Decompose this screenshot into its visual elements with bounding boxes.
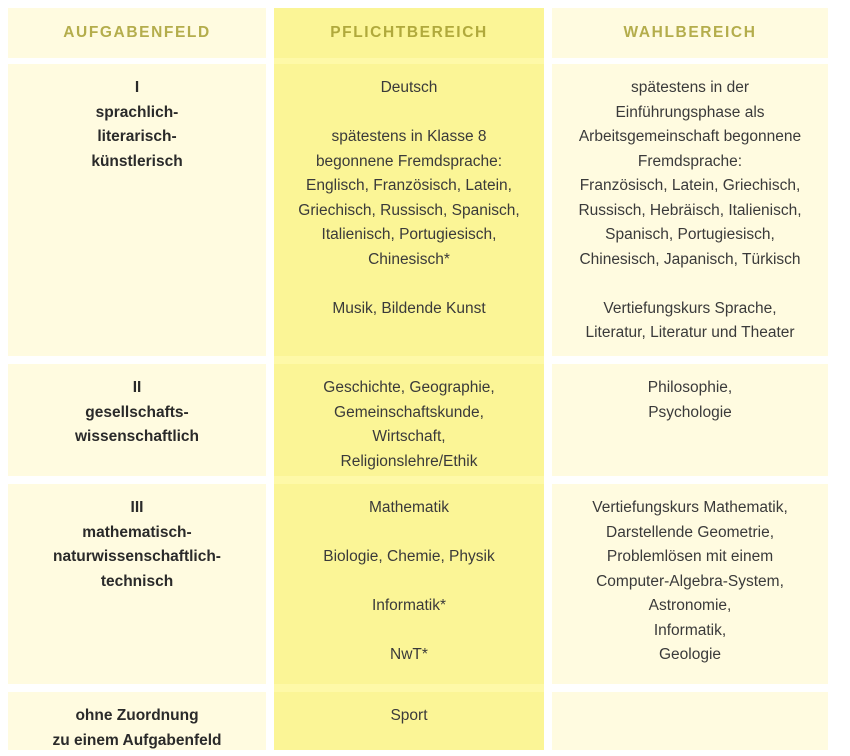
cell-line: Französisch, Latein, Griechisch, [579,177,801,194]
row-divider [274,356,544,364]
cell-line: Englisch, Französisch, Latein, [306,177,512,194]
cell-line: wissenschaftlich [74,428,200,445]
header-pflichtbereich: PFLICHTBEREICH [274,8,544,58]
cell-line: naturwissenschaftlich- [53,548,221,565]
cell-line: Geologie [658,646,722,663]
cell-line: Computer-Algebra-System, [596,572,784,590]
cell-line: Arbeitsgemeinschaft begonnene [578,128,802,145]
pflicht-cell [274,64,544,356]
cell-line: begonnene Fremdsprache: [315,152,503,170]
cell-line: Deutsch [380,79,438,96]
cell-line: Chinesisch* [368,250,450,268]
row-divider [552,684,828,692]
cell-line: Gemeinschaftskunde, [334,403,484,421]
row-divider [8,356,266,364]
cell-line: mathematisch- [82,523,192,541]
wahl-cell [552,484,828,684]
cell-line: Chinesisch, Japanisch, Türkisch [579,250,801,268]
cell-line: Einführungsphase als [615,103,765,121]
field-cell [8,364,266,476]
cell-line: Astronomie, [648,597,732,614]
cell-line: Musik, Bildende Kunst [332,299,486,317]
cell-line: I [134,79,140,96]
wahl-cell [552,64,828,356]
cell-line: Religionslehre/Ethik [340,452,478,470]
cell-line: Vertiefungskurs Sprache, [603,299,777,317]
cell-line: Spanisch, Portugiesisch, [605,226,775,243]
row-divider [274,476,544,484]
cell-line: ohne Zuordnung [75,707,199,724]
pflicht-cell [274,692,544,750]
cell-line: Literatur, Literatur und Theater [585,324,795,341]
row-divider [8,684,266,692]
cell-line: Informatik, [653,621,727,639]
cell-line: NwT* [390,646,428,663]
curriculum-table [8,8,840,750]
cell-line: III [130,499,144,516]
cell-line: Problemlösen mit einem [606,548,774,565]
cell-line: spätestens in Klasse 8 [331,128,487,145]
header-aufgabenfeld: AUFGABENFELD [8,8,266,58]
header-wahlbereich: WAHLBEREICH [552,8,828,58]
cell-line: spätestens in der [630,79,750,96]
field-cell [8,484,266,684]
cell-line: künstlerisch [91,152,183,170]
cell-line: Mathematik [368,499,450,516]
cell-line: Griechisch, Russisch, Spanisch, [298,201,520,219]
cell-line: Sport [390,707,428,724]
cell-line: Biologie, Chemie, Physik [323,548,495,565]
cell-line: Vertiefungskurs Mathematik, [592,499,788,516]
cell-line: Fremdsprache: [637,152,743,170]
wahl-cell [552,364,828,476]
row-divider [552,476,828,484]
cell-line: Wirtschaft, [372,428,446,445]
cell-line: Russisch, Hebräisch, Italienisch, [578,201,802,219]
cell-line: zu einem Aufgabenfeld [52,731,222,749]
wahl-cell [552,692,828,750]
cell-line: gesellschafts- [85,403,189,421]
row-divider [8,476,266,484]
cell-line: technisch [100,572,174,590]
row-divider [552,356,828,364]
cell-line: sprachlich- [95,103,179,121]
pflicht-cell [274,484,544,684]
cell-line: Philosophie, [647,379,733,396]
pflicht-cell [274,364,544,476]
field-cell [8,692,266,750]
cell-line: Psychologie [648,403,732,421]
cell-line: Geschichte, Geographie, [323,379,495,396]
row-divider [274,684,544,692]
cell-line: Italienisch, Portugiesisch, [321,226,497,243]
cell-line: II [132,379,142,396]
cell-line: Darstellende Geometrie, [606,523,774,541]
field-cell [8,64,266,356]
cell-line: Informatik* [371,597,447,614]
cell-line: literarisch- [97,128,177,145]
